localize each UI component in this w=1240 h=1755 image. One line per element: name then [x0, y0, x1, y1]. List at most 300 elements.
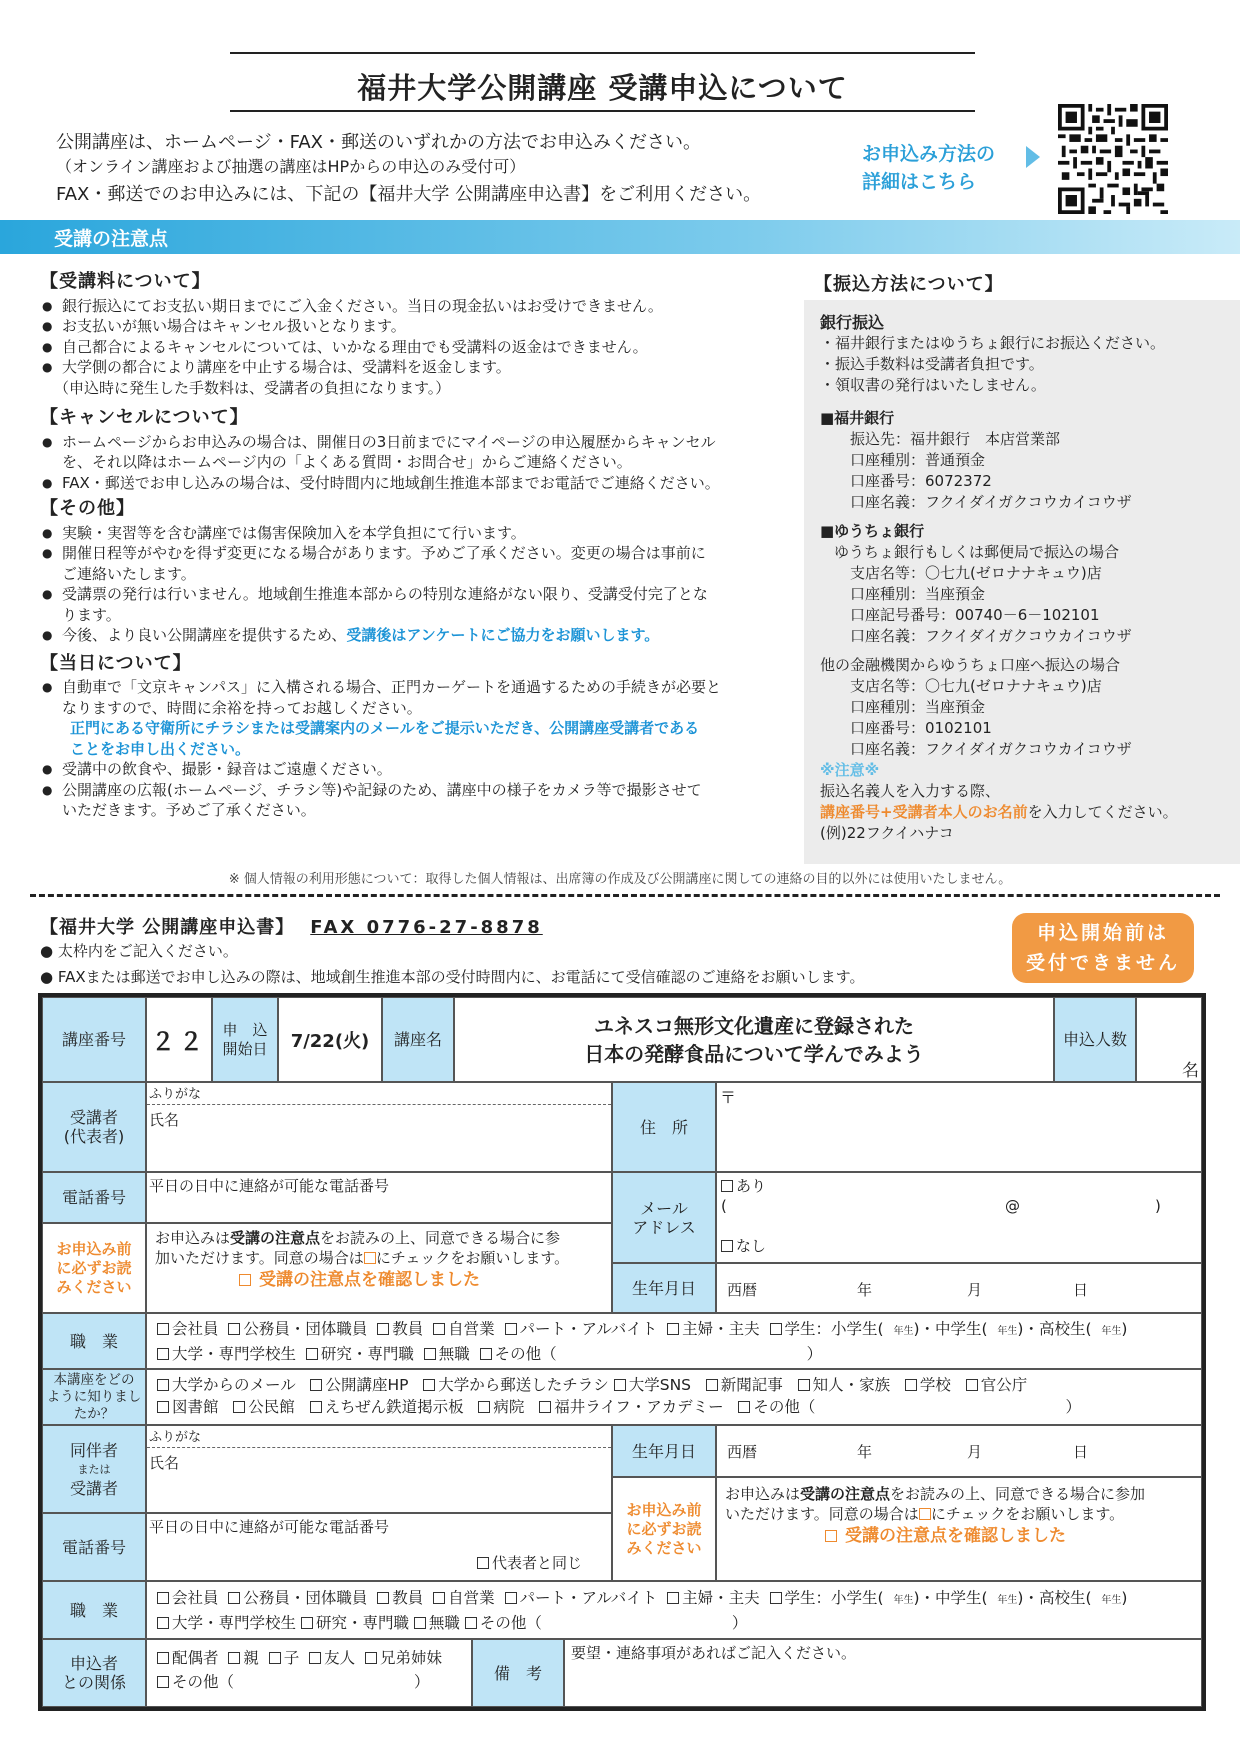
how-library-label: 図書館 [172, 1398, 219, 1416]
fukui-line-3: 口座番号：6072372 [850, 472, 992, 490]
rel-parent[interactable] [228, 1649, 259, 1667]
email-at-mark: @ [1005, 1197, 1020, 1215]
rel-other[interactable] [157, 1673, 430, 1691]
job-public-label: 公務員・団体職員 [243, 1320, 368, 1338]
c-job-self[interactable] [433, 1589, 495, 1607]
checkbox[interactable] [433, 1592, 445, 1604]
bank-line-3: ・領収書の発行はいたしません。 [820, 376, 1046, 394]
checkbox[interactable] [310, 1401, 322, 1413]
checkbox[interactable] [770, 1323, 782, 1335]
start-label-2: 開始日 [222, 1039, 268, 1058]
checkbox[interactable] [667, 1323, 679, 1335]
phone-hint: 平日の日中に連絡が可能な電話番号 [149, 1177, 390, 1195]
caution-line-2 [820, 802, 1224, 823]
rel-other-close: ） [414, 1673, 430, 1691]
rel-friend-label: 友人 [324, 1649, 356, 1667]
email-no-checkbox[interactable] [721, 1240, 733, 1252]
checkbox[interactable] [228, 1652, 240, 1664]
other-item-4 [40, 625, 780, 646]
how-railway[interactable] [310, 1398, 464, 1416]
furigana-label: ふりがな [149, 1087, 202, 1102]
caution-line-2-text: を入力してください。 [1027, 803, 1178, 821]
companion-job-label: 職 業 [42, 1581, 146, 1639]
yucho-heading: ■ゆうちょ銀行 [820, 522, 925, 540]
email-yes-option[interactable] [721, 1175, 766, 1196]
consent-e: にチェックをお願いします。 [375, 1249, 570, 1267]
companion-consent-b: 受講の注意点 [800, 1485, 891, 1503]
c-job-home-label: 主婦・主夫 [682, 1589, 760, 1607]
how-hp-label: 公開講座HP [325, 1376, 409, 1394]
qr-code-icon[interactable] [1058, 104, 1168, 214]
day-item-1c: 正門にある守衛所にチラシまたは受講案内のメールをご提示いただき、公開講座受講者である [70, 719, 700, 737]
how-row-1 [157, 1374, 1191, 1396]
c-job-teacher-label: 教員 [392, 1589, 424, 1607]
how-school-label: 学校 [919, 1376, 951, 1394]
how-mail[interactable] [157, 1376, 296, 1394]
consent-line-2 [155, 1248, 603, 1268]
job-research-label: 研究・専門職 [320, 1345, 414, 1363]
c-job-public-label: 公務員・団体職員 [243, 1589, 368, 1607]
job-self[interactable] [433, 1320, 495, 1338]
job-research[interactable] [306, 1345, 414, 1363]
checkbox[interactable] [228, 1592, 240, 1604]
fee-heading: 【受講料について】 [40, 271, 211, 292]
relation-options [146, 1639, 472, 1707]
job-other-label: その他（ [494, 1345, 557, 1363]
fax-number: FAX 0776-27-8878 [310, 917, 543, 938]
notes-section [40, 268, 780, 821]
day-heading: 【当日について】 [40, 652, 192, 674]
checkbox[interactable] [377, 1592, 389, 1604]
checkbox[interactable] [798, 1379, 810, 1391]
rel-other-label: その他（ [172, 1673, 235, 1691]
birth-day: 日 [1073, 1281, 1089, 1299]
rel-child-label: 子 [283, 1649, 300, 1667]
consent-inline-checkbox [364, 1252, 376, 1264]
companion-furigana-label: ふりがな [149, 1430, 202, 1445]
applicant-label-2: (代表者) [63, 1127, 125, 1146]
companion-must-read-2: に必ずお読 [626, 1519, 702, 1538]
other-item-3a: ● 受講票の発行は行いません。地域創生推進本部からの特別な連絡がない限り、受講受付完了とな [40, 584, 780, 605]
applicant-name-field[interactable] [146, 1082, 612, 1172]
checkbox[interactable] [269, 1652, 281, 1664]
checkbox[interactable] [365, 1652, 377, 1664]
count-unit: 名 [1182, 1061, 1199, 1081]
job-row-2 [157, 1343, 1191, 1365]
fee-item-3: ● 自己都合によるキャンセルについては、いかなる理由でも受講料の返金はできません。 [40, 337, 780, 358]
checkbox[interactable] [423, 1379, 435, 1391]
companion-consent-checkbox[interactable] [825, 1530, 837, 1542]
address-label: 住 所 [612, 1082, 716, 1172]
job-label: 職 業 [42, 1313, 146, 1369]
checkbox[interactable] [157, 1323, 169, 1335]
how-label [42, 1369, 146, 1425]
job-public[interactable] [228, 1320, 367, 1338]
how-other[interactable] [738, 1398, 1081, 1416]
checkbox[interactable] [480, 1348, 492, 1360]
companion-name-field[interactable] [146, 1425, 612, 1513]
companion-consent-line-1 [725, 1484, 1193, 1504]
companion-label-1: 同伴者 [69, 1440, 118, 1460]
job-options [146, 1313, 1202, 1369]
checkbox[interactable] [309, 1652, 321, 1664]
how-academy-label: 福井ライフ・アカデミー [554, 1398, 724, 1416]
c-job-none-label: 無職 [428, 1614, 460, 1632]
job-none[interactable] [424, 1345, 470, 1363]
course-name-2: 日本の発酵食品について学んでみよう [584, 1041, 924, 1066]
checkbox[interactable] [539, 1401, 551, 1413]
companion-phone-label: 電話番号 [42, 1513, 146, 1581]
email-open-paren: ( [721, 1197, 727, 1215]
course-name-1: ユネスコ無形文化遺産に登録された [594, 1013, 914, 1038]
start-date-label [212, 997, 278, 1082]
companion-label [42, 1425, 146, 1513]
c-job-research-label: 研究・専門職 [315, 1614, 409, 1632]
howto-link[interactable] [862, 140, 995, 196]
job-row-1 [157, 1318, 1191, 1343]
job-company-label: 会社員 [172, 1320, 219, 1338]
badge-line-2: 受付できません [1025, 952, 1180, 974]
title-top-rule [230, 52, 975, 54]
checkbox[interactable] [233, 1401, 245, 1413]
other-bank-line-2: 口座種別：当座預金 [850, 698, 986, 716]
how-academy[interactable] [539, 1398, 723, 1416]
c-job-self-label: 自営業 [448, 1589, 495, 1607]
count-label: 申込人数 [1054, 997, 1136, 1082]
job-teacher[interactable] [377, 1320, 423, 1338]
yucho-line-1: 支店名等：〇七九(ゼロナナキュウ)店 [850, 564, 1102, 582]
checkbox[interactable] [966, 1379, 978, 1391]
c-high-label: )・高校生( [1017, 1589, 1092, 1607]
c-job-teacher[interactable] [377, 1589, 423, 1607]
bank-heading: 銀行振込 [820, 313, 885, 332]
birth-month: 月 [967, 1281, 983, 1299]
companion-job-options [146, 1581, 1202, 1639]
companion-consent-d: いただけます。同意の場合は [725, 1505, 919, 1523]
companion-job-row-2 [157, 1612, 1191, 1634]
relation-row-1 [157, 1646, 461, 1670]
companion-label-2: または [77, 1462, 111, 1476]
consent-box [146, 1223, 612, 1313]
form-heading [40, 913, 543, 939]
intro-line-1: 公開講座は、ホームページ・FAX・郵送のいずれかの方法でお申込みください。 [56, 132, 701, 153]
postal-mark: 〒 [720, 1088, 737, 1107]
c-job-company[interactable] [157, 1589, 219, 1607]
remarks-label: 備 考 [472, 1639, 564, 1707]
job-other[interactable] [480, 1345, 823, 1363]
grade-label: 年生 [1101, 1595, 1122, 1606]
fee-subnote: （申込時に発生した手数料は、受講者の負担になります。） [54, 378, 451, 397]
consent-line-1 [155, 1228, 603, 1248]
same-as-rep-option[interactable] [477, 1552, 582, 1573]
checkbox[interactable] [667, 1592, 679, 1604]
companion-label-3: 受講者 [69, 1478, 118, 1498]
job-parttime-label: パート・アルバイト [519, 1320, 658, 1338]
fee-item-4: ● 大学側の都合により講座を中止する場合は、受講料を返金します。 [40, 357, 780, 378]
job-company[interactable] [157, 1320, 219, 1338]
grade-label: 年生 [997, 1326, 1018, 1337]
day-item-1b: なりますので、時間に余裕を持ってお越しください。 [62, 698, 422, 717]
grade-label: 年生 [893, 1326, 914, 1337]
checkbox[interactable] [738, 1401, 750, 1413]
companion-job-row-1 [157, 1587, 1191, 1612]
relation-label-1: 申込者 [69, 1654, 118, 1673]
rel-child[interactable] [269, 1649, 300, 1667]
companion-consent-c: をお読みの上、同意できる場合に参加 [890, 1485, 1146, 1503]
intro-line-2: （オンライン講座および抽選の講座はHPからの申込のみ受付可） [56, 157, 526, 176]
cancel-item-2: ● FAX・郵送でお申し込みの場合は、受付時間内に地域創生推進本部までお電話でご連絡ください。 [40, 473, 780, 494]
page-title: 福井大学公開講座 受講申込について [357, 71, 848, 105]
checkbox[interactable] [424, 1348, 436, 1360]
other-bank-line-0: 他の金融機関からゆうちょ口座へ振込の場合 [820, 656, 1121, 674]
checkbox[interactable] [157, 1401, 169, 1413]
checkbox[interactable] [157, 1592, 169, 1604]
how-gov[interactable] [966, 1376, 1028, 1394]
rel-spouse-label: 配偶者 [172, 1649, 219, 1667]
fukui-bank-heading: ■福井銀行 [820, 409, 895, 427]
how-hospital-label: 病院 [493, 1398, 525, 1416]
checkbox[interactable] [310, 1379, 322, 1391]
checkbox[interactable] [157, 1379, 169, 1391]
companion-furigana-divider [147, 1447, 611, 1448]
other-item-2b: ご連絡いたします。 [62, 564, 196, 583]
yucho-line-2: 口座種別：当座預金 [850, 585, 986, 603]
how-other-label: その他（ [753, 1398, 816, 1416]
how-other-close: ） [1065, 1398, 1081, 1416]
job-parttime[interactable] [505, 1320, 658, 1338]
c-job-other-close: ） [731, 1614, 748, 1632]
rel-friend[interactable] [309, 1649, 355, 1667]
start-date-value: 7/22(火) [278, 997, 382, 1082]
job-home[interactable] [667, 1320, 760, 1338]
remarks-hint: 要望・連絡事項があればご記入ください。 [571, 1644, 857, 1662]
companion-birth-label: 生年月日 [612, 1425, 716, 1477]
address-field[interactable] [716, 1082, 1202, 1172]
other-item-3b: ります。 [62, 605, 121, 624]
privacy-note: ※ 個人情報の利用形態について：取得した個人情報は、出席簿の作成及び公開講座に関しての連絡の目的以外には使用いたしません。 [228, 872, 1012, 887]
checkbox[interactable] [157, 1348, 169, 1360]
name-label: 氏名 [149, 1111, 180, 1129]
companion-consent-line-2 [725, 1504, 1193, 1524]
applicant-label [42, 1082, 146, 1172]
checkbox[interactable] [157, 1676, 169, 1688]
checkbox[interactable] [377, 1323, 389, 1335]
checkbox[interactable] [770, 1592, 782, 1604]
howto-line-1: お申込み方法の [862, 143, 996, 165]
yucho-line-3: 口座記号番号：00740－6－102101 [850, 606, 1100, 624]
day-item-3a: ● 公開講座の広報(ホームページ、チラシ等)や記録のため、講座中の様子をカメラ等で撮影させて [40, 780, 780, 801]
email-yes-checkbox[interactable] [721, 1180, 733, 1192]
relation-label [42, 1639, 146, 1707]
must-read-2: に必ずお読 [56, 1258, 132, 1277]
job-other-close: ） [806, 1345, 823, 1363]
how-friend[interactable] [798, 1376, 891, 1394]
how-flyer-label: 大学から郵送したチラシ [438, 1376, 609, 1394]
job-student[interactable] [770, 1320, 1128, 1338]
job-none-label: 無職 [438, 1345, 470, 1363]
how-flyer[interactable] [423, 1376, 609, 1394]
how-sns[interactable] [614, 1376, 691, 1394]
job-self-label: 自営業 [448, 1320, 495, 1338]
consent-check-option[interactable] [155, 1270, 603, 1290]
consent-b: 受講の注意点 [230, 1229, 321, 1247]
how-row-2 [157, 1396, 1191, 1418]
companion-consent-a: お申込みは [725, 1485, 801, 1503]
how-library[interactable] [157, 1398, 219, 1416]
checkbox[interactable] [228, 1323, 240, 1335]
companion-birth-year: 年 [857, 1443, 873, 1461]
checkbox[interactable] [433, 1323, 445, 1335]
cancel-item-1a: ● ホームページからお申込みの場合は、開催日の3日前までにマイページの申込履歴からキャンセル [40, 432, 780, 453]
how-news[interactable] [706, 1376, 783, 1394]
companion-phone-hint: 平日の日中に連絡が可能な電話番号 [149, 1518, 390, 1536]
course-name-label: 講座名 [382, 997, 454, 1082]
birth-field[interactable] [716, 1263, 1202, 1313]
consent-c: をお読みの上、同意できる場合に参 [320, 1229, 561, 1247]
application-form [38, 993, 1206, 1711]
day-item-1d: ことをお申し出ください。 [70, 739, 251, 758]
companion-consent-check-option[interactable] [725, 1526, 1193, 1546]
other-bank-line-4: 口座名義：フクイダイガクコウカイコウザ [850, 740, 1132, 758]
how-mail-label: 大学からのメール [172, 1376, 296, 1394]
checkbox[interactable] [478, 1401, 490, 1413]
how-hp[interactable] [310, 1376, 408, 1394]
c-job-parttime-label: パート・アルバイト [519, 1589, 658, 1607]
email-close-paren: ) [1155, 1197, 1161, 1215]
companion-phone-field[interactable] [146, 1513, 612, 1581]
c-job-home[interactable] [667, 1589, 760, 1607]
remarks-field[interactable] [564, 1639, 1202, 1707]
form-note-2-text: FAXまたは郵送でお申し込みの際は、地域創生推進本部の受付時間内に、お電話にて受信確認のご連絡をお願いします。 [57, 968, 865, 986]
rel-sibling[interactable] [365, 1649, 442, 1667]
email-no-label: なし [736, 1237, 767, 1255]
form-note-1: ● 太枠内をご記入ください。 [40, 942, 238, 960]
checkbox[interactable] [465, 1617, 477, 1629]
close-paren: ) [1121, 1589, 1128, 1607]
c-job-research[interactable] [301, 1614, 409, 1632]
checkbox[interactable] [157, 1652, 169, 1664]
caution-line-1: 振込名義人を入力する際、 [820, 782, 1001, 800]
companion-birth-field[interactable] [716, 1425, 1202, 1477]
high-label: )・高校生( [1017, 1320, 1092, 1338]
c-job-univ[interactable] [157, 1614, 296, 1632]
other-item-2a: ● 開催日程等がやむを得ず変更になる場合があります。予めご了承ください。変更の場合は事前に [40, 543, 780, 564]
relation-label-2: との関係 [61, 1673, 126, 1692]
companion-must-read-label [612, 1477, 716, 1581]
yucho-line-4: 口座名義：フクイダイガクコウカイコウザ [850, 627, 1132, 645]
how-label-2: ように知りまし [46, 1388, 142, 1405]
fee-item-1: ● 銀行振込にてお支払い期日までにご入金ください。当日の現金払いはお受けできません。 [40, 296, 780, 317]
rel-sibling-label: 兄弟姉妹 [380, 1649, 443, 1667]
course-no-value: ２２ [146, 997, 212, 1082]
furigana-divider [147, 1104, 611, 1105]
consent-checkbox[interactable] [239, 1274, 251, 1286]
checkbox[interactable] [614, 1379, 626, 1391]
grade-label: 年生 [893, 1595, 914, 1606]
course-name-value [454, 997, 1054, 1082]
fee-item-2: ● お支払いが無い場合はキャンセル扱いとなります。 [40, 316, 780, 337]
email-no-option[interactable] [721, 1235, 766, 1256]
c-student-label: 学生：小学生( [784, 1589, 884, 1607]
birth-label: 生年月日 [612, 1263, 716, 1313]
companion-must-read-3: みください [626, 1538, 702, 1557]
caution-highlight: 講座番号+受講者本人のお名前 [820, 803, 1028, 821]
how-news-label: 新聞記事 [720, 1376, 783, 1394]
fukui-line-2: 口座種別：普通預金 [850, 451, 986, 469]
day-item-2: ● 受講中の飲食や、撮影・録音はご遠慮ください。 [40, 759, 780, 780]
checkbox[interactable] [505, 1323, 517, 1335]
checkbox[interactable] [157, 1617, 169, 1629]
checkbox[interactable] [414, 1617, 426, 1629]
other-heading: 【その他】 [40, 498, 135, 519]
day-item-1a: ● 自動車で「文京キャンパス」に入構される場合、正門カーゲートを通過するための手続きが必要と [40, 677, 780, 698]
day-item-3b: いただきます。予めご了承ください。 [62, 801, 316, 819]
checkbox[interactable] [306, 1348, 318, 1360]
job-univ[interactable] [157, 1345, 296, 1363]
email-label-2: アドレス [632, 1217, 696, 1237]
applicant-label-1: 受講者 [69, 1108, 118, 1127]
phone-field[interactable] [146, 1172, 612, 1223]
arrow-right-icon [1026, 146, 1040, 168]
rel-spouse[interactable] [157, 1649, 219, 1667]
checkbox[interactable] [505, 1592, 517, 1604]
c-job-student[interactable] [770, 1589, 1128, 1607]
companion-name-label: 氏名 [149, 1454, 180, 1472]
companion-consent-check-label: 受講の注意点を確認しました [845, 1526, 1066, 1546]
how-community-label: 公民館 [248, 1398, 295, 1416]
consent-a: お申込みは [155, 1229, 231, 1247]
birth-era: 西暦 [727, 1281, 758, 1299]
how-community[interactable] [233, 1398, 295, 1416]
how-label-1: 本講座をどの [53, 1371, 135, 1388]
checkbox[interactable] [905, 1379, 917, 1391]
form-title: 【福井大学 公開講座申込書】 [40, 917, 295, 938]
c-job-univ-label: 大学・専門学校生 [172, 1614, 297, 1632]
not-open-badge [1012, 913, 1194, 983]
how-options [146, 1369, 1202, 1425]
c-job-other[interactable] [465, 1614, 748, 1632]
consent-check-label: 受講の注意点を確認しました [259, 1270, 480, 1290]
count-field[interactable] [1136, 997, 1202, 1082]
title-bottom-rule [230, 110, 975, 112]
middle-label: )・中学生( [913, 1320, 988, 1338]
bank-line-1: ・福井銀行またはゆうちょ銀行にお振込ください。 [820, 334, 1166, 352]
cancel-item-1b: を、それ以降はホームページ内の「よくある質問・お問合せ」からご連絡ください。 [62, 453, 632, 471]
c-job-public[interactable] [228, 1589, 367, 1607]
c-job-other-label: その他（ [479, 1614, 542, 1632]
notes-band-label: 受講の注意点 [54, 228, 169, 250]
bank-line-2: ・振込手数料は受講者負担です。 [820, 355, 1044, 373]
must-read-label [42, 1223, 146, 1313]
intro-line-3: FAX・郵送でのお申込みには、下記の【福井大学 公開講座申込書】をご利用ください。 [56, 184, 762, 205]
email-field[interactable] [716, 1172, 1202, 1263]
howto-line-2: 詳細はこちら [862, 171, 977, 193]
checkbox[interactable] [301, 1617, 313, 1629]
grade-label: 年生 [997, 1595, 1018, 1606]
same-as-rep-checkbox[interactable] [477, 1557, 489, 1569]
c-job-none[interactable] [414, 1614, 460, 1632]
companion-birth-era: 西暦 [727, 1443, 758, 1461]
how-school[interactable] [905, 1376, 951, 1394]
checkbox[interactable] [706, 1379, 718, 1391]
c-job-parttime[interactable] [505, 1589, 658, 1607]
form-note-1-text: 太枠内をご記入ください。 [57, 942, 238, 960]
how-hospital[interactable] [478, 1398, 524, 1416]
email-yes-label: あり [736, 1177, 767, 1195]
other-bank-line-3: 口座番号：0102101 [850, 719, 992, 737]
fukui-line-1: 振込先：福井銀行 本店営業部 [850, 430, 1061, 448]
companion-consent-e: にチェックをお願いします。 [930, 1505, 1125, 1523]
